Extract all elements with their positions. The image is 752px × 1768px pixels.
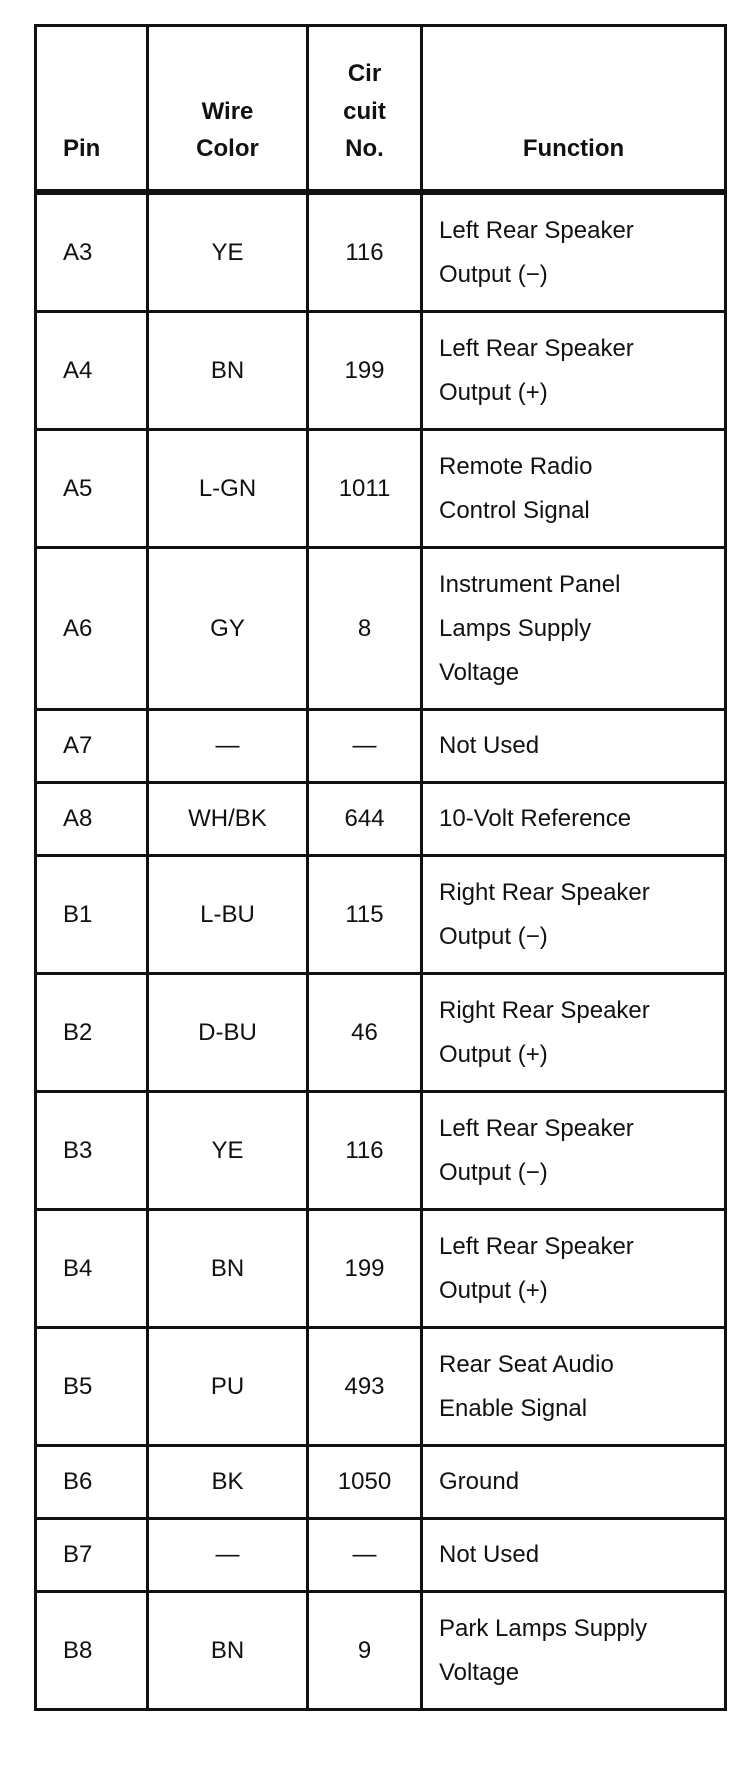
cell-circuit-no: —	[308, 710, 422, 783]
cell-circuit-no: 46	[308, 974, 422, 1092]
cell-wire-color: —	[148, 710, 308, 783]
cell-pin: B3	[36, 1092, 148, 1210]
cell-function	[422, 312, 726, 430]
function-line: Rear Seat Audio	[439, 1350, 614, 1378]
table-row	[36, 1592, 726, 1710]
header-circuit-line: Cir	[347, 60, 382, 88]
table-row	[36, 974, 726, 1092]
cell-wire-color: L-GN	[148, 430, 308, 548]
cell-pin: B8	[36, 1592, 148, 1710]
cell-wire-color: PU	[148, 1328, 308, 1446]
function-line: Left Rear Speaker	[439, 334, 634, 362]
cell-wire-color: BN	[148, 312, 308, 430]
cell-function	[422, 974, 726, 1092]
connector-table-container	[34, 24, 727, 1711]
cell-wire-color: BN	[148, 1210, 308, 1328]
cell-wire-color: D-BU	[148, 974, 308, 1092]
function-line: Output (−)	[439, 922, 548, 950]
cell-circuit-no: 493	[308, 1328, 422, 1446]
cell-pin: A7	[36, 710, 148, 783]
cell-pin: B4	[36, 1210, 148, 1328]
cell-function	[422, 1519, 726, 1592]
header-circuit-no	[308, 26, 422, 193]
cell-pin: A8	[36, 783, 148, 856]
cell-wire-color: YE	[148, 1092, 308, 1210]
header-wire-color	[148, 26, 308, 193]
table-row	[36, 312, 726, 430]
cell-circuit-no: 9	[308, 1592, 422, 1710]
function-line: Park Lamps Supply	[439, 1614, 648, 1642]
cell-function	[422, 783, 726, 856]
cell-pin: B2	[36, 974, 148, 1092]
cell-circuit-no: 1011	[308, 430, 422, 548]
cell-wire-color: GY	[148, 548, 308, 710]
cell-pin: A3	[36, 192, 148, 312]
cell-function	[422, 1446, 726, 1519]
cell-wire-color: L-BU	[148, 856, 308, 974]
cell-pin: B6	[36, 1446, 148, 1519]
function-line: Remote Radio	[439, 452, 593, 480]
cell-function	[422, 430, 726, 548]
cell-function	[422, 1210, 726, 1328]
table-header	[36, 26, 726, 193]
cell-wire-color: —	[148, 1519, 308, 1592]
table-row	[36, 1446, 726, 1519]
function-line: 10-Volt Reference	[439, 805, 632, 832]
table-row	[36, 710, 726, 783]
table-row	[36, 192, 726, 312]
header-pin: Pin	[36, 26, 148, 193]
header-circuit-line: No.	[345, 134, 384, 162]
table-row	[36, 783, 726, 856]
function-line: Left Rear Speaker	[439, 1232, 634, 1260]
function-line: Voltage	[439, 1658, 520, 1686]
header-row	[36, 26, 726, 193]
cell-function	[422, 1092, 726, 1210]
header-circuit-line: cuit	[343, 97, 386, 125]
function-line: Output (+)	[439, 378, 548, 406]
function-line: Enable Signal	[439, 1394, 588, 1422]
table-body	[36, 192, 726, 1710]
cell-function	[422, 1592, 726, 1710]
cell-pin: B1	[36, 856, 148, 974]
header-function: Function	[422, 26, 726, 193]
table-row	[36, 1328, 726, 1446]
function-line: Output (+)	[439, 1040, 548, 1068]
cell-pin: B7	[36, 1519, 148, 1592]
cell-function	[422, 856, 726, 974]
cell-function	[422, 192, 726, 312]
function-line: Output (+)	[439, 1276, 548, 1304]
cell-function	[422, 1328, 726, 1446]
cell-circuit-no: 1050	[308, 1446, 422, 1519]
function-line: Output (−)	[439, 1158, 548, 1186]
function-line: Voltage	[439, 658, 520, 686]
cell-wire-color: BN	[148, 1592, 308, 1710]
function-line: Not Used	[439, 732, 540, 759]
table-row	[36, 856, 726, 974]
table-row	[36, 1210, 726, 1328]
connector-pinout-table	[34, 24, 727, 1711]
function-line: Ground	[439, 1468, 520, 1495]
function-line: Not Used	[439, 1541, 540, 1568]
cell-pin: B5	[36, 1328, 148, 1446]
cell-circuit-no: 116	[308, 1092, 422, 1210]
function-line: Right Rear Speaker	[439, 878, 650, 906]
function-line: Control Signal	[439, 496, 590, 524]
function-line: Instrument Panel	[439, 570, 621, 598]
function-line: Left Rear Speaker	[439, 1114, 634, 1142]
cell-pin: A4	[36, 312, 148, 430]
cell-pin: A5	[36, 430, 148, 548]
table-row	[36, 430, 726, 548]
function-line: Left Rear Speaker	[439, 216, 634, 244]
cell-circuit-no: —	[308, 1519, 422, 1592]
table-row	[36, 548, 726, 710]
cell-pin: A6	[36, 548, 148, 710]
cell-circuit-no: 199	[308, 312, 422, 430]
function-line: Right Rear Speaker	[439, 996, 650, 1024]
function-line: Output (−)	[439, 260, 548, 288]
cell-wire-color: BK	[148, 1446, 308, 1519]
cell-circuit-no: 8	[308, 548, 422, 710]
table-row	[36, 1092, 726, 1210]
cell-function	[422, 548, 726, 710]
cell-circuit-no: 116	[308, 192, 422, 312]
cell-wire-color: WH/BK	[148, 783, 308, 856]
cell-wire-color: YE	[148, 192, 308, 312]
table-row	[36, 1519, 726, 1592]
cell-circuit-no: 199	[308, 1210, 422, 1328]
cell-function	[422, 710, 726, 783]
cell-circuit-no: 115	[308, 856, 422, 974]
function-line: Lamps Supply	[439, 614, 592, 642]
cell-circuit-no: 644	[308, 783, 422, 856]
header-wire-color-text: Wire Color	[196, 97, 259, 162]
